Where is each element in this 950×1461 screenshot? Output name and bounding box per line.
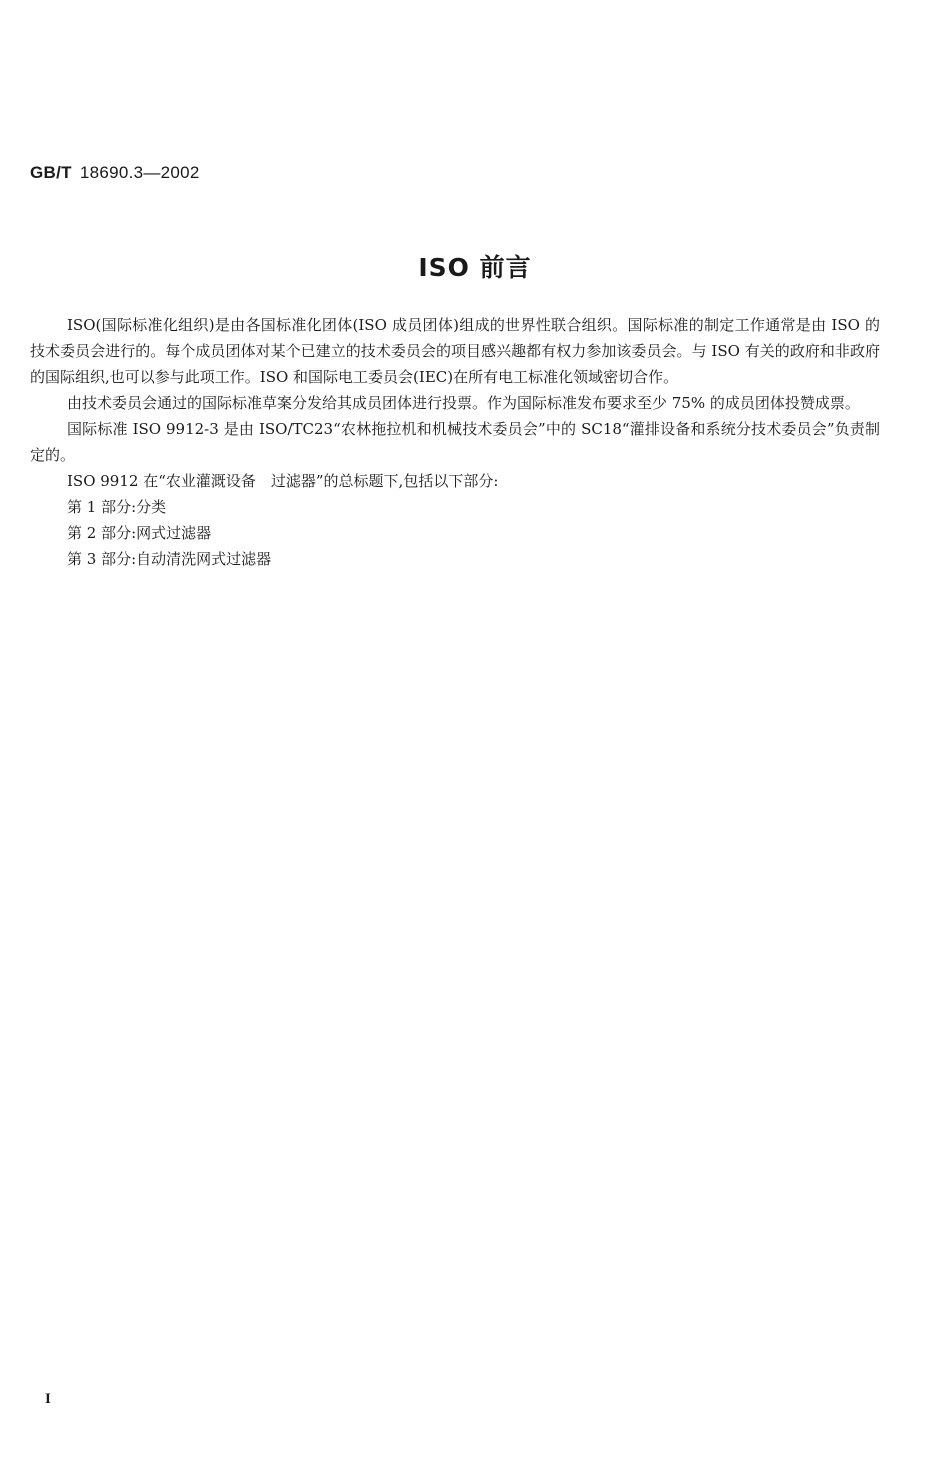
list-item: 第 2 部分:网式过滤器	[67, 524, 212, 542]
paragraph-committee: 国际标准 ISO 9912-3 是由 ISO/TC23“农林拖拉机和机械技术委员会”中的 SC18“灌排设备和系统分技术委员会”负责制定的。	[30, 420, 880, 464]
list-item: 第 3 部分:自动清洗网式过滤器	[67, 550, 272, 568]
parts-list	[30, 494, 880, 572]
standard-code: 18690.3—2002	[79, 163, 200, 182]
document-body	[30, 312, 880, 572]
list-item: 第 1 部分:分类	[67, 498, 167, 516]
standard-number	[30, 163, 200, 183]
paragraph-parts-intro: ISO 9912 在“农业灌溉设备 过滤器”的总标题下,包括以下部分:	[67, 472, 499, 490]
paragraph-iso-organization: ISO(国际标准化组织)是由各国标准化团体(ISO 成员团体)组成的世界性联合组织。国际标准的制定工作通常是由 ISO 的技术委员会进行的。每个成员团体对某个已建立的技术委员会的项目感兴趣都有权力参加该委员会。与 ISO 有关的政府和非政府的国际组织,也可以参与此项工作。ISO 和国际电工委员会(IEC)在所有电工标准化领域密切合作。	[30, 316, 880, 386]
page-number: I	[45, 1391, 51, 1407]
standard-prefix: GB/T	[30, 163, 72, 182]
paragraph-voting: 由技术委员会通过的国际标准草案分发给其成员团体进行投票。作为国际标准发布要求至少 75% 的成员团体投赞成票。	[67, 394, 860, 412]
page-title: ISO 前言	[418, 253, 532, 282]
